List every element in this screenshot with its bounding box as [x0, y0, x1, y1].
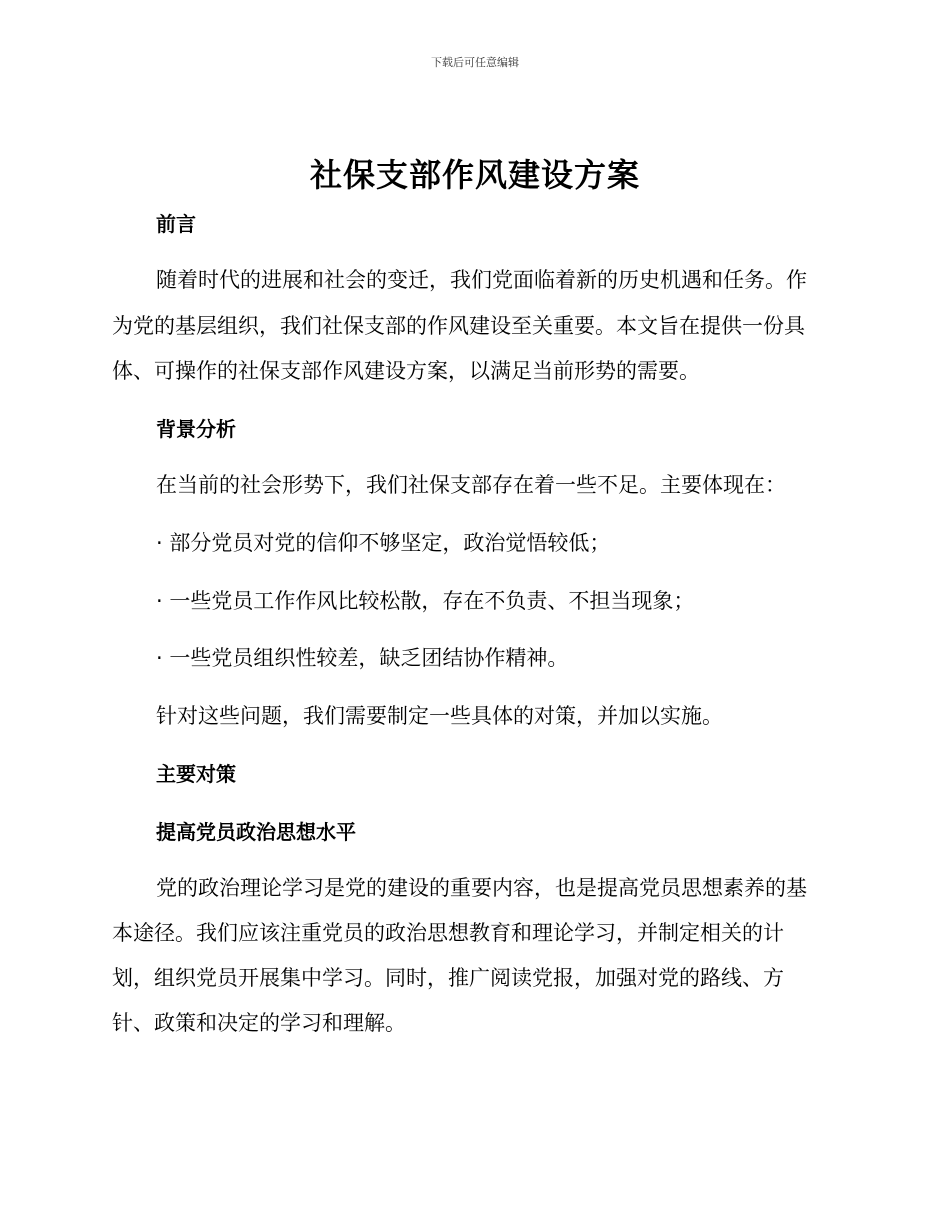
paragraph-line: 党的政治理论学习是党的建设的重要内容，也是提高党员思想素养的基 — [156, 876, 807, 900]
paragraph-line: 本途径。我们应该注重党员的政治思想教育和理论学习，并制定相关的计 — [112, 921, 784, 945]
header-note: 下载后可任意编辑 — [431, 56, 519, 69]
document-title: 社保支部作风建设方案 — [309, 156, 640, 194]
bullet-item: · 一些党员工作作风比较松散，存在不负责、不担当现象； — [156, 589, 695, 613]
section-heading-preface: 前言 — [156, 212, 196, 236]
sub-heading: 提高党员政治思想水平 — [156, 820, 356, 844]
paragraph-line: 针、政策和决定的学习和理解。 — [112, 1011, 406, 1035]
paragraph-line: 划，组织党员开展集中学习。同时，推广阅读党报，加强对党的路线、方 — [112, 966, 784, 990]
paragraph-line: 针对这些问题，我们需要制定一些具体的对策，并加以实施。 — [156, 704, 723, 728]
section-heading-measures: 主要对策 — [156, 762, 236, 786]
paragraph-line: 随着时代的进展和社会的变迁，我们党面临着新的历史机遇和任务。作 — [156, 268, 807, 292]
bullet-item: · 部分党员对党的信仰不够坚定，政治觉悟较低； — [156, 531, 611, 555]
paragraph-line: 在当前的社会形势下，我们社保支部存在着一些不足。主要体现在： — [156, 473, 786, 497]
paragraph-line: 为党的基层组织，我们社保支部的作风建设至关重要。本文旨在提供一份具 — [112, 314, 805, 338]
bullet-item: · 一些党员组织性较差，缺乏团结协作精神。 — [156, 646, 569, 670]
paragraph-line: 体、可操作的社保支部作风建设方案，以满足当前形势的需要。 — [112, 359, 700, 383]
section-heading-background: 背景分析 — [156, 417, 236, 441]
